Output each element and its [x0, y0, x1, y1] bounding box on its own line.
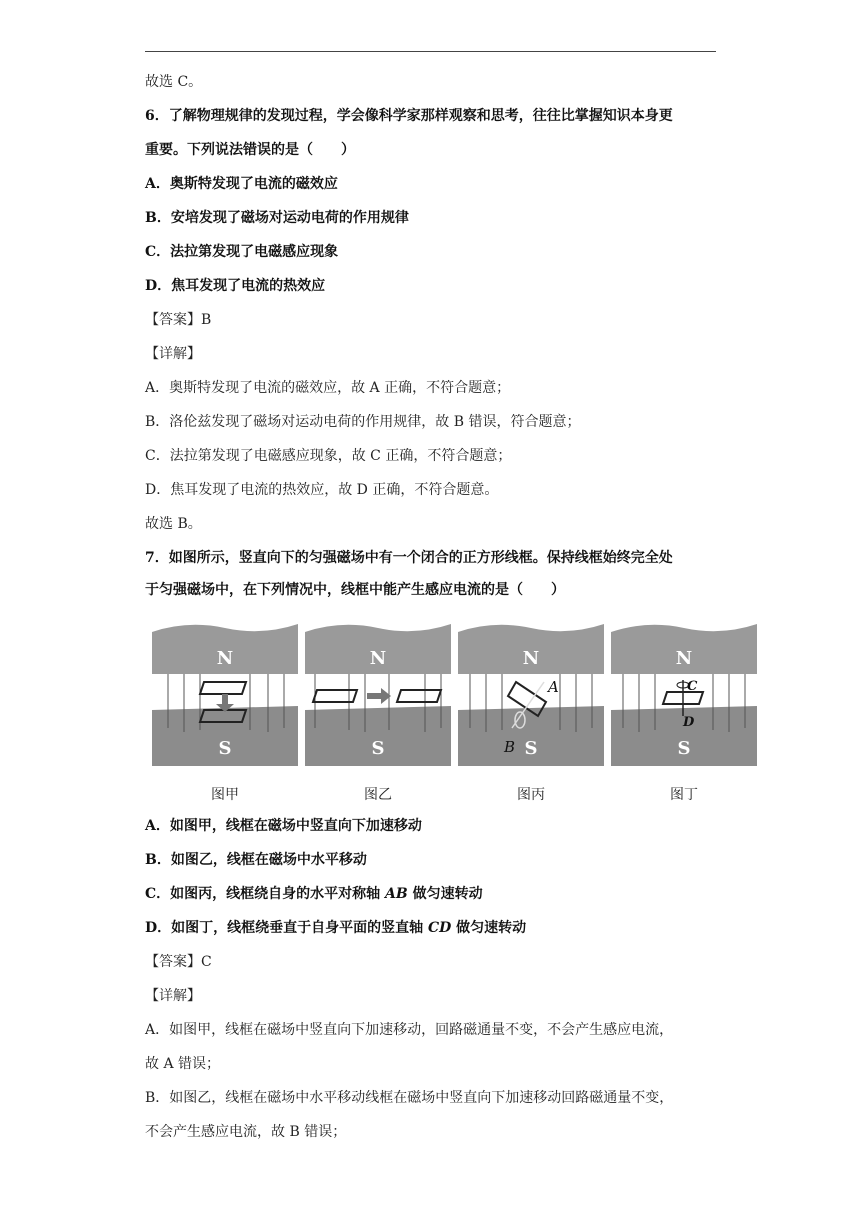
caption-jia: 图甲 — [211, 787, 239, 803]
detail-line: C．法拉第发现了电磁感应现象，故 C 正确，不符合题意； — [145, 448, 512, 464]
q7-detail-line: 故 A 错误； — [145, 1056, 221, 1072]
axis-label-b: B — [504, 738, 516, 756]
q7-option-b: B．如图乙，线框在磁场中水平移动 — [145, 852, 367, 868]
header-rule — [145, 51, 716, 52]
q7-option-a: A．如图甲，线框在磁场中竖直向下加速移动 — [145, 818, 422, 834]
q7-answer-label: 【答案】C — [145, 954, 212, 970]
axis-label-d: D — [683, 715, 695, 730]
figure-ding — [611, 620, 757, 766]
question-6-stem-cont: 重要。下列说法错误的是（ ） — [145, 142, 355, 158]
q7-option-d-post: 做匀速转动 — [451, 920, 527, 936]
detail-line: D．焦耳发现了电流的热效应，故 D 正确，不符合题意。 — [145, 482, 499, 498]
question-7-stem: 7．如图所示，竖直向下的匀强磁场中有一个闭合的正方形线框。保持线框始终完全处 — [145, 550, 673, 566]
q7-option-d-pre: D．如图丁，线框绕垂直于自身平面的竖直轴 — [145, 920, 429, 936]
axis-cd: CD — [428, 920, 452, 936]
q7-detail-line: A．如图甲，线框在磁场中竖直向下加速移动，回路磁通量不变，不会产生感应电流， — [145, 1022, 674, 1038]
pole-n-label: N — [216, 648, 234, 669]
question-7-stem-cont: 于匀强磁场中，在下列情况中，线框中能产生感应电流的是（ ） — [145, 582, 565, 598]
option-a: A．奥斯特发现了电流的磁效应 — [145, 176, 338, 192]
caption-ding: 图丁 — [670, 787, 698, 803]
conclusion-line: 故选 B。 — [145, 516, 202, 532]
answer-label: 【答案】B — [145, 312, 212, 328]
figure-jia — [152, 620, 298, 766]
option-c: C．法拉第发现了电磁感应现象 — [145, 244, 339, 260]
pole-s-label: S — [677, 738, 691, 759]
pole-s-label: S — [524, 738, 538, 759]
axis-label-a: A — [548, 678, 559, 696]
caption-bing: 图丙 — [517, 787, 545, 803]
q7-option-c — [145, 884, 483, 904]
pole-s-label: S — [371, 738, 385, 759]
q7-detail-label: 【详解】 — [145, 988, 201, 1004]
q7-option-d — [145, 918, 526, 938]
detail-line: B．洛伦兹发现了磁场对运动电荷的作用规律，故 B 错误，符合题意； — [145, 414, 581, 430]
axis-ab: AB — [385, 886, 408, 902]
caption-yi: 图乙 — [364, 787, 392, 803]
detail-label: 【详解】 — [145, 346, 201, 362]
pole-n-label: N — [675, 648, 693, 669]
q7-detail-line: B．如图乙，线框在磁场中水平移动线框在磁场中竖直向下加速移动回路磁通量不变， — [145, 1090, 674, 1106]
question-6-stem: 6．了解物理规律的发现过程，学会像科学家那样观察和思考，往往比掌握知识本身更 — [145, 108, 673, 124]
pole-n-label: N — [369, 648, 387, 669]
q7-option-c-pre: C．如图丙，线框绕自身的水平对称轴 — [145, 886, 386, 902]
pole-s-label: S — [218, 738, 232, 759]
figure-bing — [458, 620, 604, 766]
option-d: D．焦耳发现了电流的热效应 — [145, 278, 326, 294]
q7-option-c-post: 做匀速转动 — [407, 886, 483, 902]
axis-label-c: C — [687, 679, 698, 694]
detail-line: A．奥斯特发现了电流的磁效应，故 A 正确，不符合题意； — [145, 380, 511, 396]
pole-n-label: N — [522, 648, 540, 669]
figure-yi — [305, 620, 451, 766]
q7-detail-line: 不会产生感应电流，故 B 错误； — [145, 1124, 347, 1140]
text-line: 故选 C。 — [145, 74, 203, 90]
option-b: B．安培发现了磁场对运动电荷的作用规律 — [145, 210, 409, 226]
